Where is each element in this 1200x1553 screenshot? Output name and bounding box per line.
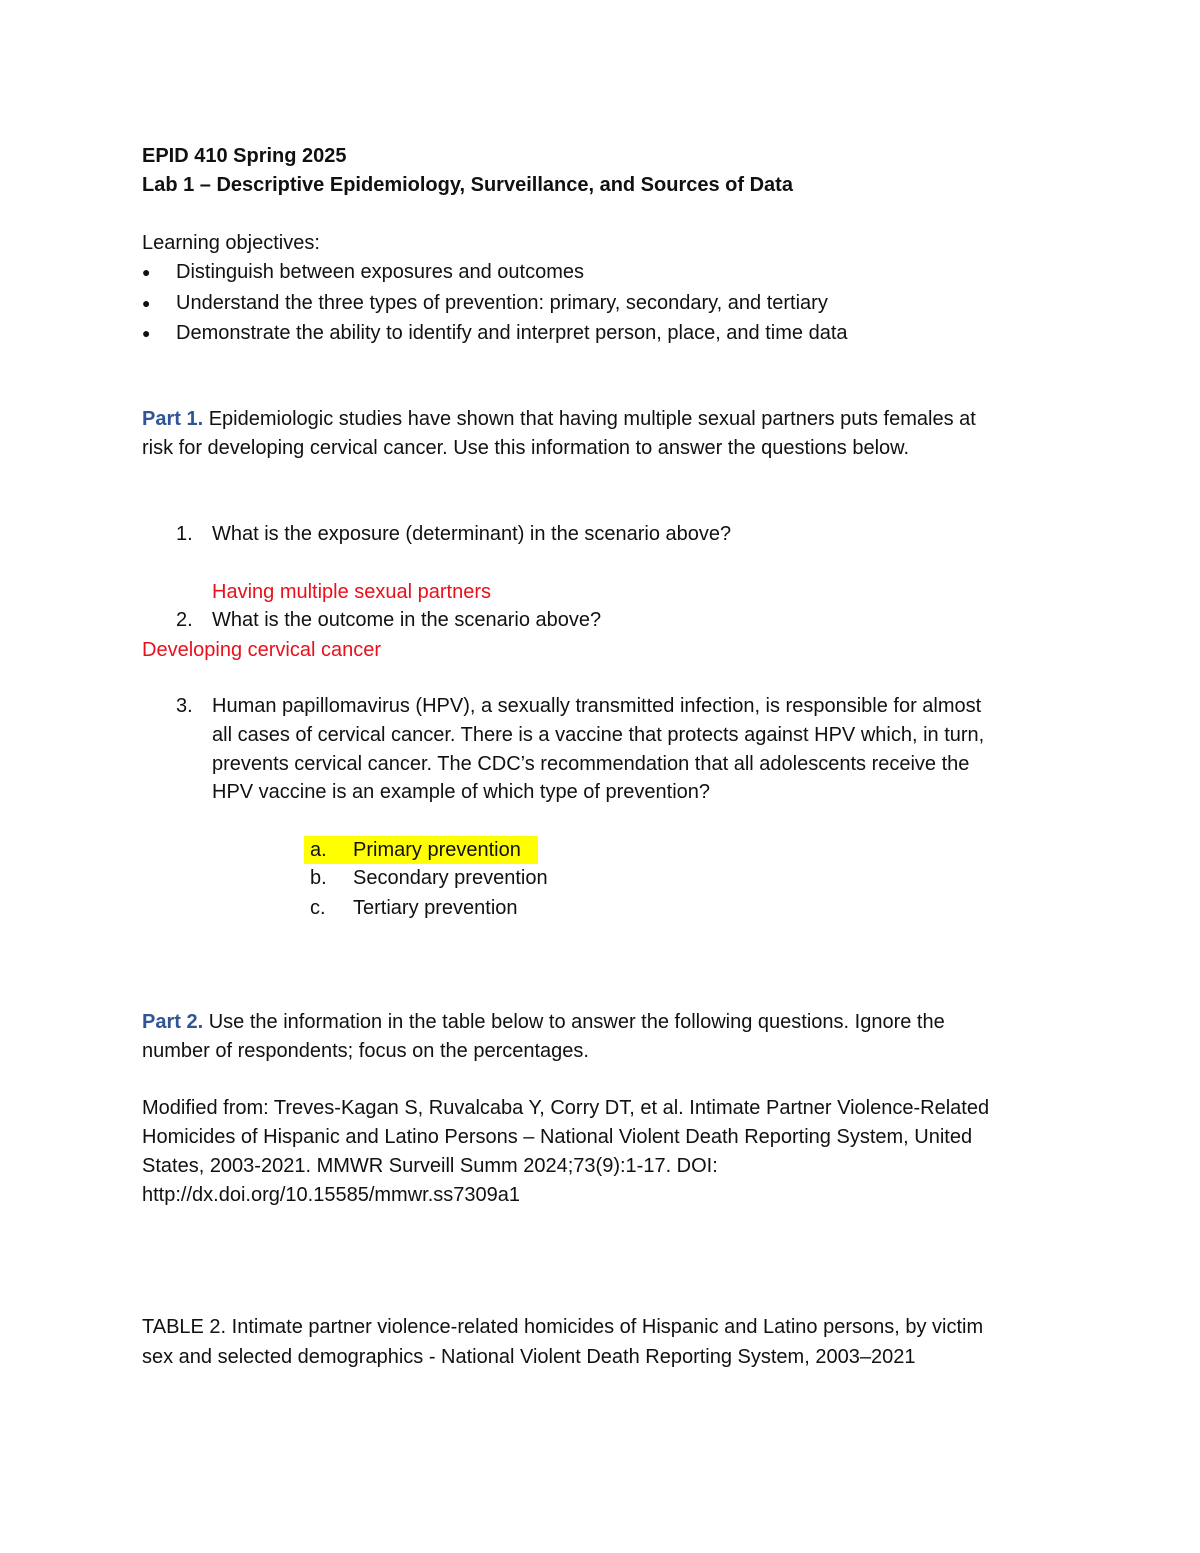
q1-text: What is the exposure (determinant) in the scenario above? bbox=[212, 523, 732, 545]
objectives-heading: Learning objectives: bbox=[142, 232, 320, 254]
objective-text: Understand the three types of prevention: primary, secondary, and tertiary bbox=[176, 292, 828, 314]
lab-title: Lab 1 – Descriptive Epidemiology, Surveillance, and Sources of Data bbox=[142, 174, 793, 196]
option-b-text: Secondary prevention bbox=[353, 867, 548, 889]
q3-line: HPV vaccine is an example of which type of prevention? bbox=[212, 781, 711, 803]
option-c-text: Tertiary prevention bbox=[353, 897, 518, 919]
option-b-letter: b. bbox=[310, 867, 327, 889]
option-a-letter: a. bbox=[310, 839, 327, 861]
table-caption-line: sex and selected demographics - National Violent Death Reporting System, 2003–2021 bbox=[142, 1346, 916, 1368]
q2-answer: Developing cervical cancer bbox=[142, 639, 382, 661]
part2-intro-text1: Use the information in the table below to answer the following questions. Ignore the bbox=[208, 1011, 945, 1033]
course-title: EPID 410 Spring 2025 bbox=[142, 145, 347, 167]
q3-line: all cases of cervical cancer. There is a vaccine that protects against HPV which, in turn, bbox=[212, 724, 985, 746]
q2-text: What is the outcome in the scenario above? bbox=[212, 609, 602, 631]
bullet-dot-icon: ● bbox=[142, 295, 151, 311]
part1-intro-line1 bbox=[142, 405, 976, 433]
citation-doi-link[interactable]: http://dx.doi.org/10.15585/mmwr.ss7309a1 bbox=[142, 1184, 521, 1206]
option-c-letter: c. bbox=[310, 897, 326, 919]
part2-intro-line1 bbox=[142, 1008, 945, 1036]
bullet-dot-icon: ● bbox=[142, 325, 151, 341]
q3-number: 3. bbox=[176, 695, 193, 717]
q3-line: prevents cervical cancer. The CDC’s recommendation that all adolescents receive the bbox=[212, 753, 970, 775]
citation-line: Homicides of Hispanic and Latino Persons – National Violent Death Reporting System, United bbox=[142, 1126, 973, 1148]
part1-label: Part 1. bbox=[142, 408, 204, 430]
q1-answer: Having multiple sexual partners bbox=[212, 581, 492, 603]
citation-line: Modified from: Treves-Kagan S, Ruvalcaba Y, Corry DT, et al. Intimate Partner Violence-Related bbox=[142, 1097, 990, 1119]
bullet-dot-icon: ● bbox=[142, 264, 151, 280]
objective-text: Distinguish between exposures and outcomes bbox=[176, 261, 585, 283]
part2-label: Part 2. bbox=[142, 1011, 204, 1033]
objective-text: Demonstrate the ability to identify and interpret person, place, and time data bbox=[176, 322, 848, 344]
q2-number: 2. bbox=[176, 609, 193, 631]
q1-number: 1. bbox=[176, 523, 193, 545]
q3-line: Human papillomavirus (HPV), a sexually transmitted infection, is responsible for almost bbox=[212, 695, 982, 717]
option-a-text: Primary prevention bbox=[353, 839, 521, 861]
part1-intro-line2: risk for developing cervical cancer. Use this information to answer the questions below. bbox=[142, 437, 910, 459]
table-caption-line: TABLE 2. Intimate partner violence-related homicides of Hispanic and Latino persons, by victim bbox=[142, 1316, 984, 1338]
part1-intro-text1: Epidemiologic studies have shown that having multiple sexual partners puts females at bbox=[208, 408, 976, 430]
citation-line: States, 2003-2021. MMWR Surveill Summ 2024;73(9):1-17. DOI: bbox=[142, 1155, 718, 1177]
part2-intro-line2: number of respondents; focus on the percentages. bbox=[142, 1040, 589, 1062]
